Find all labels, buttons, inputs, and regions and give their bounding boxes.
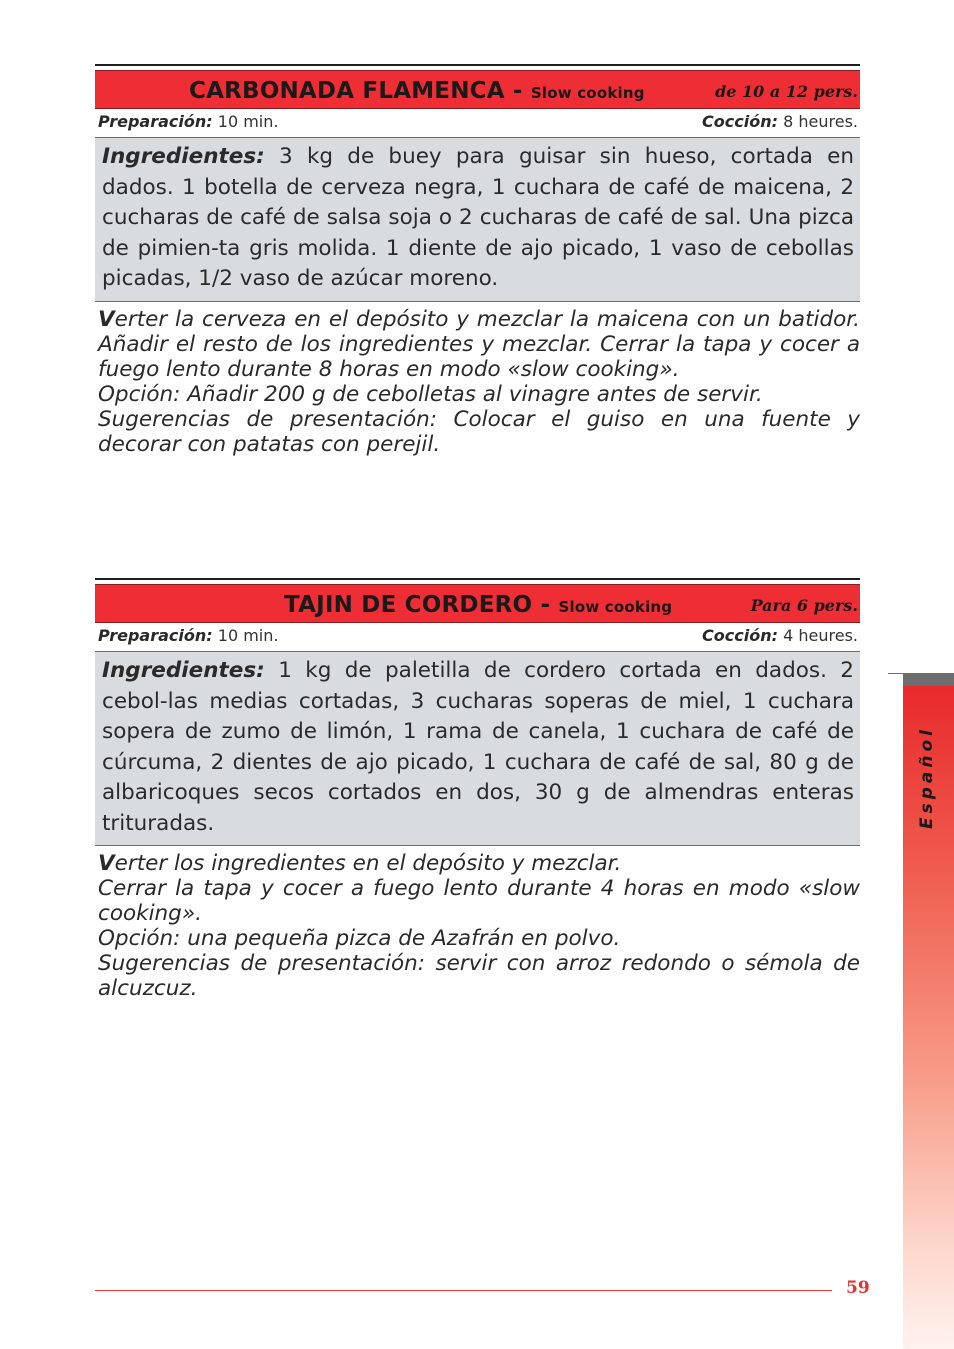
method-dropcap: V — [98, 851, 115, 876]
recipe-title: TAJIN DE CORDERO - Slow cooking — [284, 592, 673, 618]
recipe-title: CARBONADA FLAMENCA - Slow cooking — [189, 78, 645, 104]
recipe-subtitle: Slow cooking — [558, 598, 673, 616]
recipe-tajin — [95, 578, 860, 1001]
recipe-subtitle: Slow cooking — [530, 84, 645, 102]
ingredients-label: Ingredientes: — [102, 658, 265, 683]
method-paragraph: Cerrar la tapa y cocer a fuego lento durante 4 horas en modo «slow cooking». — [98, 876, 860, 926]
method-text — [95, 307, 860, 457]
method-dropcap: V — [98, 306, 115, 332]
ingredients-box — [95, 651, 860, 846]
method-paragraph: Sugerencias de presentación: servir con arroz redondo o sémola de alcuzcuz. — [98, 951, 860, 1001]
footer-rule — [95, 1290, 832, 1291]
prep-time: Preparación: 10 min. — [98, 626, 279, 645]
method-paragraph: Verter los ingredientes en el depósito y mezclar. — [98, 851, 622, 876]
cook-time: Cocción: 8 heures. — [702, 112, 858, 131]
ingredients-box — [95, 137, 860, 302]
top-rule — [95, 64, 860, 66]
method-paragraph: Opción: una pequeña pizca de Azafrán en polvo. — [98, 926, 621, 951]
recipe-title-bar — [95, 584, 860, 623]
method-paragraph: Verter la cerveza en el depósito y mezclar la maicena con un batidor. Añadir el resto de los ingredientes y mezclar. Cerrar la tapa y cocer a fuego lento durante 8 horas en modo «slow cooking». — [98, 306, 860, 382]
recipe-times — [95, 623, 860, 651]
method-text — [95, 851, 860, 1001]
page-number: 59 — [846, 1278, 870, 1298]
method-paragraph: Opción: Añadir 200 g de cebolletas al vinagre antes de servir. — [98, 381, 763, 407]
recipe-persons: de 10 a 12 pers. — [715, 82, 858, 101]
ingredients-text: 1 kg de paletilla de cordero cortada en dados. 2 cebol-las medias cortadas, 3 cucharas soperas de miel, 1 cuchara sopera de zumo de limón, 1 rama de canela, 1 cuchara de café de cúrcuma, 2 dientes de ajo picado, 1 cuchara de café de sal, 80 g de albaricoques secos cortados en dos, 30 g de almendras enteras trituradas. — [102, 658, 854, 836]
language-label — [917, 805, 937, 829]
recipe-persons: Para 6 pers. — [750, 596, 858, 615]
side-tab-rule — [888, 673, 903, 674]
recipe-times — [95, 109, 860, 137]
ingredients-text: 3 kg de buey para guisar sin hueso, cortada en dados. 1 botella de cerveza negra, 1 cuchara de café de maicena, 2 cucharas de café de salsa soja o 2 cucharas de café de sal. Una pizca de pimien-ta gris molida. 1 diente de ajo picado, 1 vaso de cebollas picadas, 1/2 vaso de azúcar moreno. — [102, 144, 854, 291]
recipe-carbonada — [95, 64, 860, 457]
recipe-title-bar — [95, 70, 860, 109]
cook-time: Cocción: 4 heures. — [702, 626, 858, 645]
prep-time: Preparación: 10 min. — [98, 112, 279, 131]
ingredients-label: Ingredientes: — [102, 144, 265, 169]
top-rule — [95, 578, 860, 580]
method-paragraph: Sugerencias de presentación: Colocar el guiso en una fuente y decorar con patatas con perejil. — [98, 406, 860, 457]
side-tab-cap — [903, 673, 954, 686]
